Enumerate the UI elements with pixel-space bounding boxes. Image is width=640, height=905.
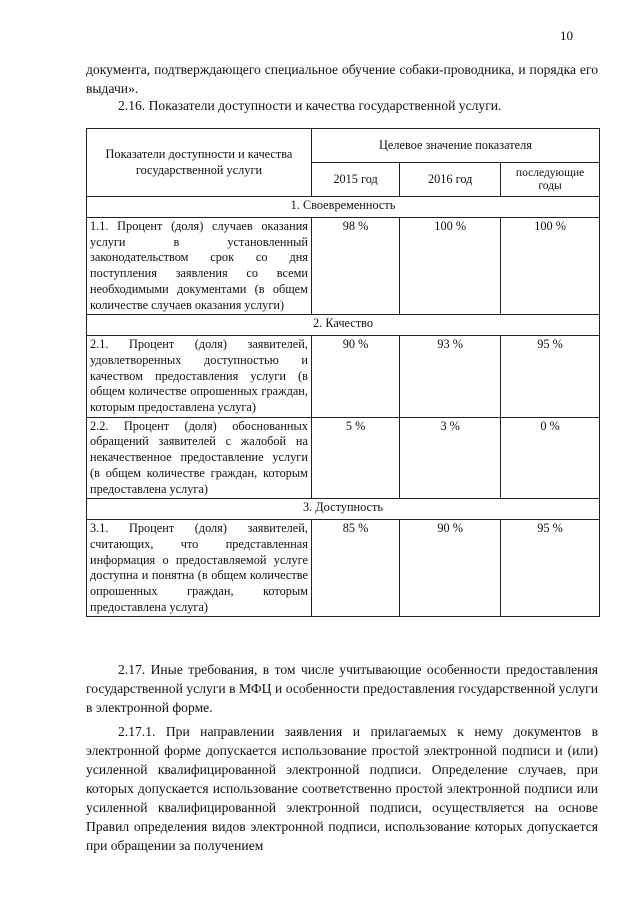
- section-heading-2-16: 2.16. Показатели доступности и качества государственной услуги.: [118, 98, 502, 113]
- value-2015: 5 %: [311, 417, 399, 499]
- header-year-2016: 2016 год: [400, 163, 501, 197]
- paragraph-2-17: 2.17. Иные требования, в том числе учитывающие особенности предоставления государственной услуги в МФЦ и особенности предоставления государственной услуги в электронной форме.: [86, 662, 598, 715]
- indicators-table: [86, 128, 600, 617]
- value-later: 95 %: [501, 520, 600, 617]
- group-title-timeliness: 1. Своевременность: [87, 197, 600, 218]
- header-year-2015: 2015 год: [311, 163, 399, 197]
- page-number: 10: [560, 28, 573, 43]
- table-row: [87, 336, 600, 418]
- table-row: [87, 520, 600, 617]
- indicator-3-1: 3.1. Процент (доля) заявителей, считающих, что представленная информация о предоставляемой услуге доступна и понятна (в общем количестве опрошенных граждан, которым предоставлена услуга): [87, 520, 312, 617]
- group-title-accessibility: 3. Доступность: [87, 499, 600, 520]
- indicator-2-2: 2.2. Процент (доля) обоснованных обращений заявителей с жалобой на некачественное предоставление услуги (в общем количестве граждан, которым предоставлена услуга): [87, 417, 312, 499]
- value-later: 95 %: [501, 336, 600, 418]
- value-2015: 85 %: [311, 520, 399, 617]
- paragraph-2-17-1: 2.17.1. При направлении заявления и прилагаемых к нему документов в электронной форме допускается использование простой электронной подписи и (или) усиленной квалифицированной электронной подписи. Определение случаев, при которых допускается использование соответственно простой электронной подписи или усиленной квалифицированной электронной подписи, осуществляется на основе Правил определения видов электронной подписи, использование которых допускается при обращении за получением: [86, 724, 598, 853]
- table-row: [87, 417, 600, 499]
- table-row: [87, 218, 600, 315]
- value-2015: 98 %: [311, 218, 399, 315]
- header-target-value: Целевое значение показателя: [311, 129, 599, 163]
- group-title-quality: 2. Качество: [87, 315, 600, 336]
- value-later: 0 %: [501, 417, 600, 499]
- value-2015: 90 %: [311, 336, 399, 418]
- indicator-1-1: 1.1. Процент (доля) случаев оказания услуги в установленный законодательством срок со дня поступления заявления со всеми необходимыми документами (в общем количестве случаев оказания услуги): [87, 218, 312, 315]
- value-later: 100 %: [501, 218, 600, 315]
- intro-paragraph: документа, подтверждающего специальное обучение собаки-проводника, и порядка его выдачи».: [86, 62, 598, 96]
- header-indicator: Показатели доступности и качества государственной услуги: [87, 129, 312, 197]
- value-2016: 3 %: [400, 417, 501, 499]
- indicator-2-1: 2.1. Процент (доля) заявителей, удовлетворенных доступностью и качеством предоставления услуги (в общем количестве опрошенных граждан, которым предоставлена услуга): [87, 336, 312, 418]
- value-2016: 93 %: [400, 336, 501, 418]
- value-2016: 100 %: [400, 218, 501, 315]
- header-later-years: последующие годы: [501, 163, 600, 197]
- value-2016: 90 %: [400, 520, 501, 617]
